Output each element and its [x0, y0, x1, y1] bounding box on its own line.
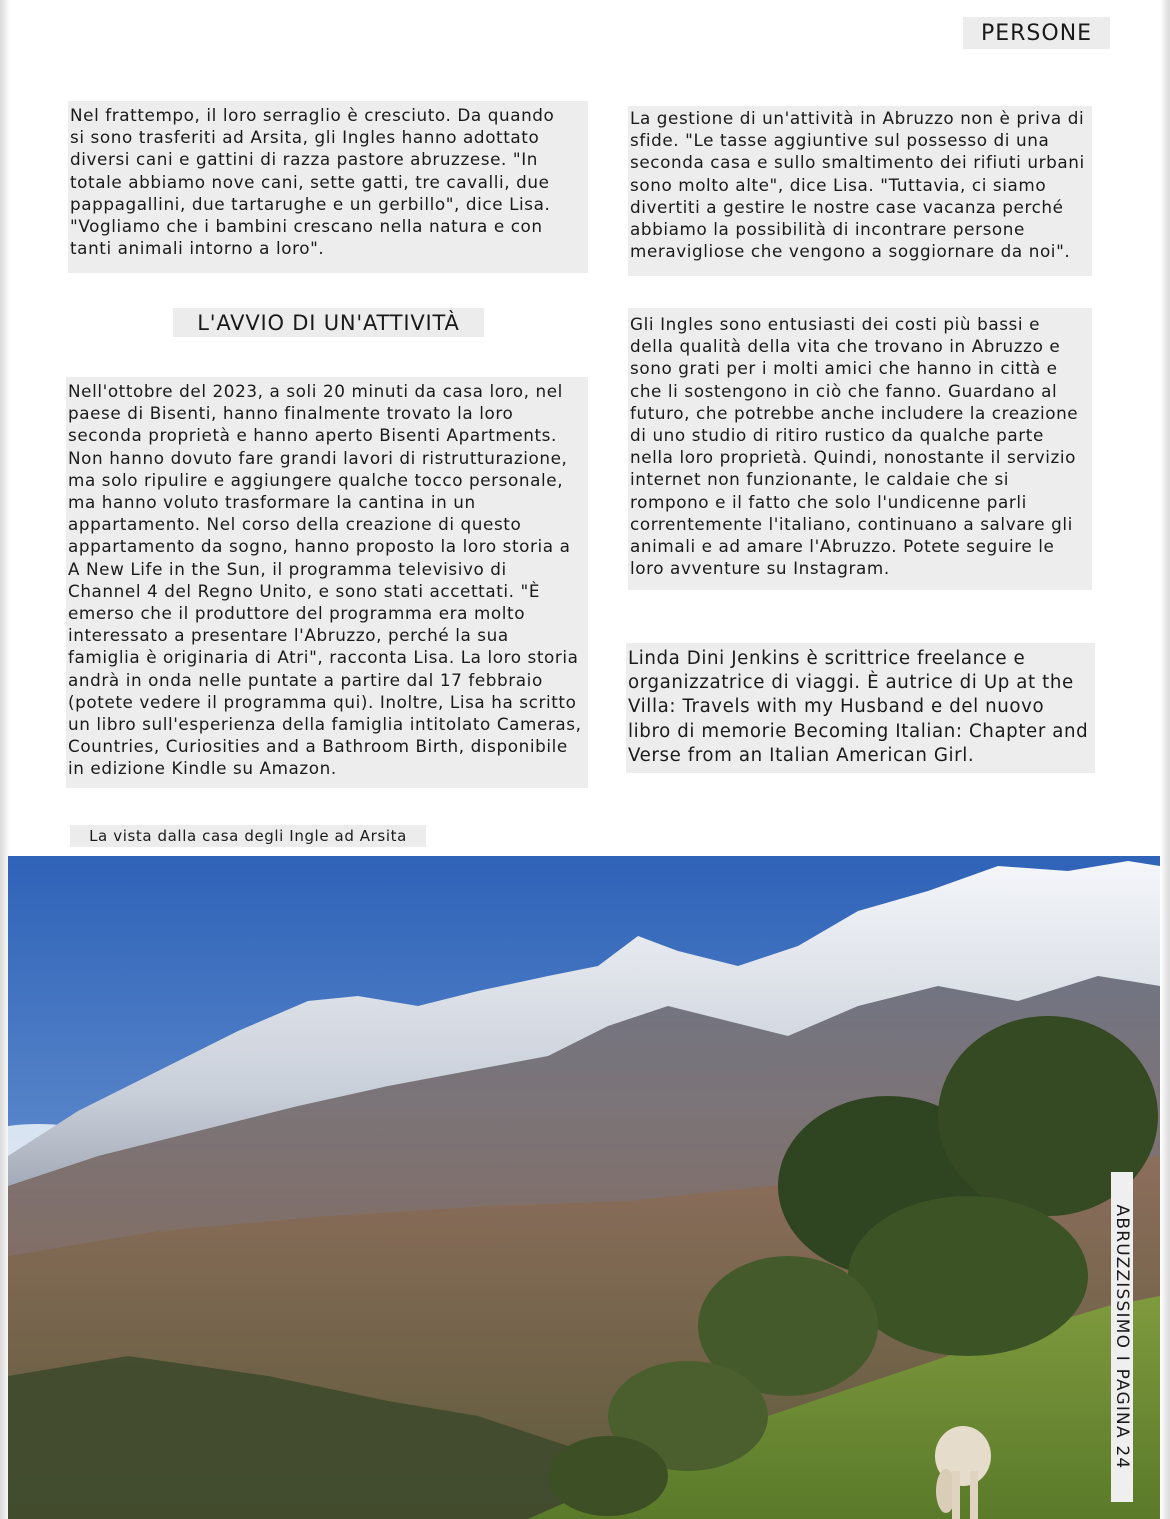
photo-caption: La vista dalla casa degli Ingle ad Arsita — [70, 825, 426, 847]
intro-paragraph-box — [68, 101, 588, 273]
author-bio: Linda Dini Jenkins è scrittrice freelance e organizzatrice di viaggi. È autrice di Up at the Villa: Travels with my Husband e del nuovo libro di memorie Becoming Italian: Chapter and Verse from an Italian American Girl. — [628, 648, 1089, 766]
future-paragraph-box — [628, 308, 1092, 590]
page-edge-right — [1160, 0, 1170, 1519]
mountain-landscape-illustration — [8, 856, 1160, 1519]
intro-paragraph: Nel frattempo, il loro serraglio è cresciuto. Da quando si sono trasferiti ad Arsita, gli Ingles hanno adottato diversi cani e gattini di razza pastore abruzzese. "In totale abbiamo nove cani, sette gatti, tre cavalli, due pappagallini, due tartarughe e un gerbillo", dice Lisa. "Vogliamo che i bambini crescano nella natura e con tanti animali intorno a loro". — [70, 105, 555, 259]
page-number-label — [1111, 1172, 1133, 1502]
page-number-text: ABRUZZISSIMO I PAGINA 24 — [1112, 1204, 1132, 1470]
section-label: PERSONE — [963, 17, 1110, 49]
business-paragraph-box — [66, 377, 588, 788]
future-paragraph: Gli Ingles sono entusiasti dei costi più bassi e della qualità della vita che trovano in Abruzzo e sono grati per i molti amici che hanno in città e che li sostengono in ciò che fanno. Guardano al futuro, che potrebbe anche includere la creazione di uno studio di ritiro rustico da qualche parte nella loro proprietà. Quindi, nonostante il servizio internet non funzionante, le caldaie che si rompono e il fatto che solo l'undicenne parli correntemente l'italiano, continuano a salvare gli animali e ad amare l'Abruzzo. Potete seguire le loro avventure su Instagram. — [630, 314, 1079, 579]
author-bio-box — [626, 643, 1095, 773]
business-paragraph: Nell'ottobre del 2023, a soli 20 minuti da casa loro, nel paese di Bisenti, hanno finalmente trovato la loro seconda proprietà e hanno aperto Bisenti Apartments. Non hanno dovuto fare grandi lavori di ristrutturazione, ma solo ripulire e aggiungere qualche tocco personale, ma hanno voluto trasformare la cantina in un appartamento. Nel corso della creazione di questo appartamento da sogno, hanno proposto la loro storia a A New Life in the Sun, il programma televisivo di Channel 4 del Regno Unito, e sono stati accettati. "È emerso che il produttore del programma era molto interessato a presentare l'Abruzzo, perché la sua famiglia è originaria di Atri", racconta Lisa. La loro storia andrà in onda nelle puntate a partire dal 17 febbraio (potete vedere il programma qui). Inoltre, Lisa ha scritto un libro sull'esperienza della famiglia intitolato Cameras, Countries, Curiosities and a Bathroom Birth, disponibile in edizione Kindle su Amazon. — [68, 381, 582, 779]
challenges-paragraph: La gestione di un'attività in Abruzzo non è priva di sfide. "Le tasse aggiuntive sul possesso di una seconda casa e sullo smaltimento dei rifiuti urbani sono molto alte", dice Lisa. "Tuttavia, ci siamo divertiti a gestire le nostre case vacanza perché abbiamo la possibilità di incontrare persone meravigliose che vengono a soggiornare da noi". — [630, 108, 1085, 262]
mountain-photo — [8, 856, 1160, 1519]
section-heading: L'AVVIO DI UN'ATTIVITÀ — [173, 308, 484, 337]
challenges-paragraph-box — [628, 106, 1092, 276]
